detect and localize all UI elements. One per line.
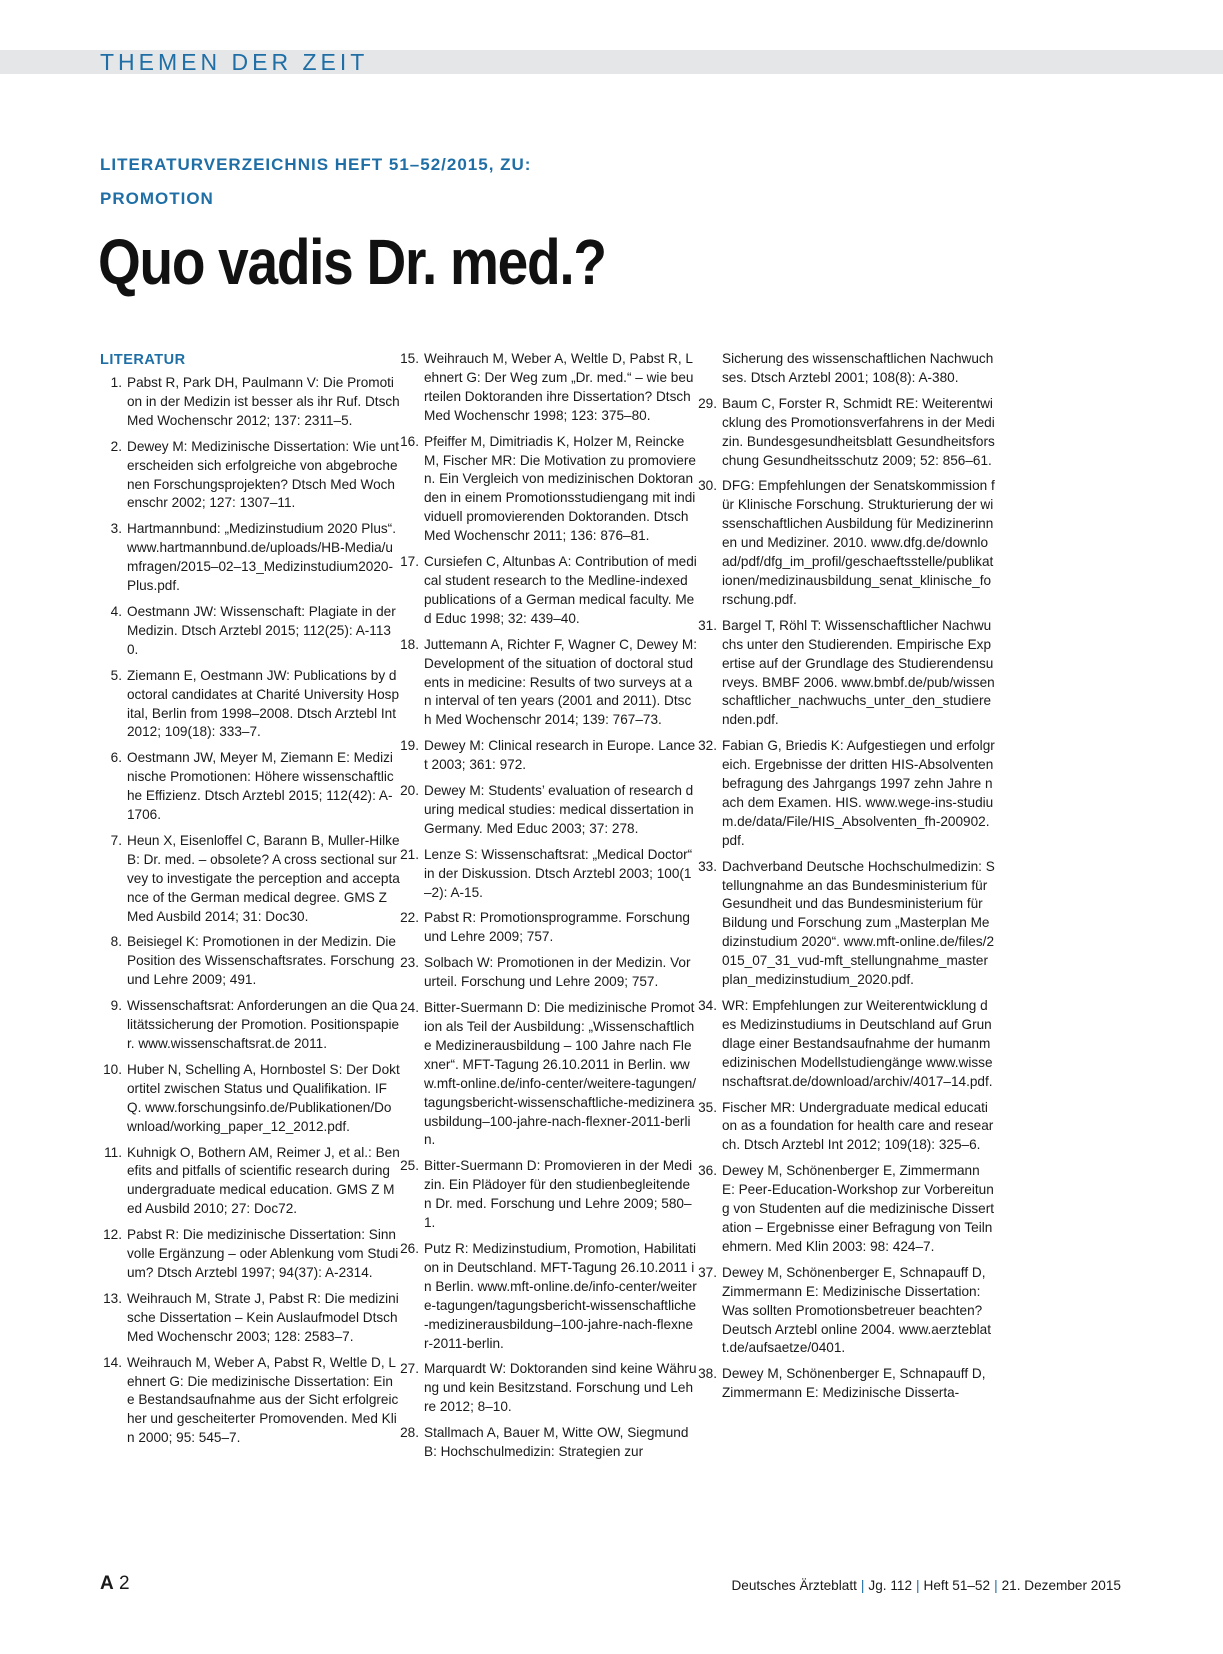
reference-number: 14. — [103, 1354, 122, 1370]
reference-item — [397, 553, 697, 629]
reference-number: 25. — [400, 1158, 419, 1174]
reference-item — [397, 433, 697, 546]
reference-number: 19. — [400, 738, 419, 754]
reference-number: 31. — [698, 617, 717, 633]
reference-item — [695, 737, 995, 850]
reference-item — [100, 438, 400, 514]
reference-item — [695, 997, 995, 1092]
page-number — [100, 1572, 130, 1596]
reference-number: 4. — [110, 603, 122, 619]
reference-item — [100, 1061, 400, 1137]
reference-text: Fischer MR: Undergraduate medical education as a foundation for health care and research. Dtsch Arztebl Int 2012; 109(18): 325–6. — [722, 1099, 994, 1153]
reference-text: Pabst R: Die medizinische Dissertation: Sinnvolle Ergänzung – oder Ablenkung vom Studium? Dtsch Arztebl 1997; 94(37): A-2314. — [127, 1227, 399, 1280]
reference-text: Dewey M: Students’ evaluation of research during medical studies: medical dissertation in Germany. Med Educ 2003; 37: 278. — [424, 783, 694, 836]
journal-volume: Jg. 112 — [868, 1578, 913, 1593]
reference-text: Bitter-Suermann D: Die medizinische Promotion als Teil der Ausbildung: „Wissenschaftliche Medizinerausbildung – 100 Jahre nach Flexner“. MFT-Tagung 26.10.2011 in Berlin. www.mft-online.de/info-center/weitere-tagungen/tagungsbericht-wissenschaftliche-medizinerausbildung–100-jahre-nach-flexner-2011-berlin. — [424, 1000, 697, 1148]
reference-number: 1. — [110, 375, 122, 390]
reference-number: 10. — [103, 1061, 122, 1077]
reference-number: 9. — [110, 998, 122, 1014]
reference-text: DFG: Empfehlungen der Senatskommission für Klinische Forschung. Strukturierung der wissenschaftlichen Ausbildung für Medizinerinnen und Mediziner. 2010. www.dfg.de/download/pdf/dfg_im_profil/geschaeftsstelle/publikationen/medizinausbildung_senat_klinische_forschung.pdf. — [722, 478, 995, 607]
reference-item — [397, 1424, 697, 1462]
reference-item — [397, 1240, 697, 1353]
section-label: THEMEN DER ZEIT — [100, 49, 369, 75]
reference-item — [397, 782, 697, 839]
reference-number: 12. — [103, 1227, 122, 1243]
reference-item — [695, 1099, 995, 1156]
reference-number: 28. — [400, 1425, 419, 1441]
reference-item — [100, 933, 400, 990]
reference-text: Kuhnigk O, Bothern AM, Reimer J, et al.: Benefits and pitfalls of scientific research during undergraduate medical education. GMS Z Med Ausbild 2010; 27: Doc72. — [127, 1144, 400, 1217]
reference-item — [397, 999, 697, 1150]
reference-number: 18. — [400, 636, 419, 652]
reference-item — [397, 909, 697, 947]
reference-text: Dewey M, Schönenberger E, Schnapauff D, Zimmermann E: Medizinische Dissertation: Was sollten Promotionsbetreuer beachten? Deutsch Arztebl online 2004. www.aerzteblatt.de/aufsaetze/0401. — [722, 1264, 992, 1356]
reference-text: Putz R: Medizinstudium, Promotion, Habilitation in Deutschland. MFT-Tagung 26.10.2011 in Berlin. www.mft-online.de/info-center/weitere-tagungen/tagungsbericht-wissenschaftliche-medizinerausbildung–100-jahre-nach-flexner-2011-berlin. — [424, 1240, 697, 1351]
reference-item — [100, 997, 400, 1054]
reference-number: 32. — [698, 738, 717, 754]
reference-item — [695, 617, 995, 730]
reference-item — [100, 832, 400, 927]
reference-column-2 — [397, 350, 697, 1469]
reference-item — [695, 477, 995, 609]
reference-text: Dewey M: Clinical research in Europe. Lancet 2003; 361: 972. — [424, 738, 696, 773]
reference-text: Weihrauch M, Weber A, Pabst R, Weltle D, Lehnert G: Die medizinische Dissertation: Eine Bestandsaufnahme aus der Sicht erfolgreicher und gescheiterter Promovenden. Med Klin 2000; 95: 545–7. — [127, 1354, 399, 1446]
reference-number: 16. — [400, 433, 419, 449]
reference-item — [695, 1264, 995, 1359]
reference-text: Pfeiffer M, Dimitriadis K, Holzer M, Reincke M, Fischer MR: Die Motivation zu promovieren. Ein Vergleich von medizinischen Doktoranden in einem Promotionsstudiengang mit individuell promovierenden Doktoranden. Dtsch Med Wochenschr 2011; 136: 876–81. — [424, 433, 696, 544]
reference-number: 27. — [400, 1361, 419, 1377]
reference-item — [100, 374, 400, 431]
reference-text: Dewey M, Schönenberger E, Schnapauff D, Zimmermann E: Medizinische Disserta- — [722, 1366, 986, 1401]
reference-item — [100, 1144, 400, 1220]
reference-text: Oestmann JW, Meyer M, Ziemann E: Medizinische Promotionen: Höhere wissenschaftliche Effizienz. Dtsch Arztebl 2015; 112(42): A-1706. — [127, 750, 394, 823]
reference-number: 11. — [104, 1144, 122, 1160]
reference-column-3 — [695, 350, 995, 1410]
reference-item — [100, 667, 400, 743]
reference-number: 2. — [110, 438, 122, 454]
reference-text: Solbach W: Promotionen in der Medizin. Vorurteil. Forschung und Lehre 2009; 757. — [424, 955, 691, 990]
footer-separator: | — [860, 1578, 865, 1593]
reference-item — [397, 350, 697, 426]
kicker-line-2: PROMOTION — [100, 189, 214, 208]
reference-text: Dewey M, Schönenberger E, Zimmermann E: Peer-Education-Workshop zur Vorbereitung von Studenten auf die medizinische Dissertation – Ergebnisse einer Befragung von Teilnehmern. Med Klin 2003: 98: 424–7. — [722, 1163, 995, 1254]
kicker-line-1: LITERATURVERZEICHNIS HEFT 51–52/2015, ZU: — [100, 155, 532, 174]
reference-number: 22. — [400, 910, 419, 926]
reference-item — [397, 636, 697, 731]
reference-text: Weihrauch M, Weber A, Weltle D, Pabst R, Lehnert G: Der Weg zum „Dr. med.“ – wie beurteilen Doktoranden ihre Dissertation? Dtsch Med Wochenschr 1998; 123: 375–80. — [424, 351, 694, 423]
reference-text: Hartmannbund: „Medizinstudium 2020 Plus“. www.hartmannbund.de/uploads/HB-Media/umfragen/2015–02–13_Medizinstudium2020-Plus.pdf. — [127, 521, 396, 594]
reference-text: Weihrauch M, Strate J, Pabst R: Die medizinische Dissertation – Kein Auslaufmodel Dtsch Med Wochenschr 2003; 128: 2583–7. — [127, 1290, 399, 1344]
reference-number: 38. — [698, 1366, 717, 1382]
reference-item — [100, 1290, 400, 1347]
reference-text: Cursiefen C, Altunbas A: Contribution of medical student research to the Medline-indexed publications of a German medical faculty. Med Educ 1998; 32: 439–40. — [424, 554, 697, 626]
issue-date: 21. Dezember 2015 — [1001, 1578, 1121, 1593]
reference-text: Wissenschaftsrat: Anforderungen an die Qualitätssicherung der Promotion. Positionspapier. www.wissenschaftsrat.de 2011. — [127, 998, 400, 1051]
reference-item — [397, 1360, 697, 1417]
reference-text: Oestmann JW: Wissenschaft: Plagiate in der Medizin. Dtsch Arztebl 2015; 112(25): A-1130. — [127, 603, 396, 657]
reference-item — [397, 1157, 697, 1233]
journal-name: Deutsches Ärzteblatt — [731, 1578, 857, 1593]
reference-item — [397, 954, 697, 992]
reference-text: Fabian G, Briedis K: Aufgestiegen und erfolgreich. Ergebnisse der dritten HIS-Absolventenbefragung des Jahrgangs 1997 zehn Jahre nach dem Examen. HIS. www.wege-ins-studium.de/data/File/HIS_Absolventen_fh-200902.pdf. — [722, 738, 995, 848]
footer-separator: | — [916, 1578, 920, 1593]
reference-number: 6. — [110, 750, 122, 766]
reference-number: 13. — [103, 1290, 122, 1306]
reference-number: 30. — [698, 478, 717, 494]
reference-text: Stallmach A, Bauer M, Witte OW, Siegmund B: Hochschulmedizin: Strategien zur — [424, 1425, 689, 1460]
reference-text: Bitter-Suermann D: Promovieren in der Medizin. Ein Plädoyer für den studienbegleitenden Dr. med. Forschung und Lehre 2009; 580–1. — [424, 1158, 693, 1231]
reference-item — [397, 737, 697, 775]
reference-item — [100, 603, 400, 660]
reference-number: 26. — [400, 1240, 419, 1256]
reference-item — [695, 395, 995, 471]
reference-text: Juttemann A, Richter F, Wagner C, Dewey M: Development of the situation of doctoral students in medicine: Results of two surveys at an interval of ten years (2001 and 2011). Dtsch Med Wochenschr 2014; 139: 767–73. — [424, 636, 697, 728]
reference-number: 36. — [698, 1163, 717, 1179]
reference-number: 37. — [698, 1264, 717, 1280]
reference-item — [695, 1365, 995, 1403]
reference-number: 8. — [110, 934, 122, 950]
reference-text: WR: Empfehlungen zur Weiterentwicklung des Medizinstudiums in Deutschland auf Grundlage einer Bestandsaufnahme der humanmedizinischen Modellstudiengänge www.wissenschaftsrat.de/download/archiv/4017–14.pdf. — [722, 998, 993, 1089]
reference-text: Bargel T, Röhl T: Wissenschaftlicher Nachwuchs unter den Studierenden. Empirische Expertise auf der Grundlage des Studierendensurveys. BMBF 2006. www.bmbf.de/pub/wissenschaftlicher_nachwuchs_unter_den_studierenden.pdf. — [722, 617, 995, 728]
reference-list — [397, 350, 697, 1462]
reference-text: Pabst R: Promotionsprogramme. Forschung und Lehre 2009; 757. — [424, 910, 690, 945]
reference-item — [100, 749, 400, 825]
reference-number: 7. — [110, 832, 122, 848]
reference-item — [397, 846, 697, 903]
reference-text: Beisiegel K: Promotionen in der Medizin. Die Position des Wissenschaftsrates. Forschung und Lehre 2009; 491. — [127, 934, 396, 988]
reference-number: 20. — [400, 783, 419, 799]
reference-text: Baum C, Forster R, Schmidt RE: Weiterentwicklung des Promotionsverfahrens in der Medizin. Bundesgesundheitsblatt Gesundheitsforschung Gesundheitsschutz 2009; 52: 856–61. — [722, 395, 995, 468]
reference-list — [100, 374, 400, 1448]
reference-number: 24. — [400, 1000, 419, 1016]
reference-number: 29. — [698, 395, 717, 411]
literature-heading: LITERATUR — [100, 352, 186, 368]
reference-number: 15. — [400, 351, 419, 366]
reference-text: Huber N, Schelling A, Hornbostel S: Der Doktortitel zwischen Status und Qualifikation. IFQ. www.forschungsinfo.de/Publikationen/Download/working_paper_12_2012.pdf. — [127, 1061, 400, 1134]
article-title: Quo vadis Dr. med.? — [98, 226, 606, 298]
reference-column-1 — [100, 350, 400, 1455]
reference-number: 3. — [110, 521, 122, 537]
reference-number: 35. — [698, 1099, 717, 1115]
footer-separator: | — [994, 1578, 998, 1593]
reference-item — [100, 520, 400, 596]
reference-number: 23. — [400, 955, 419, 971]
footer-citation — [731, 1577, 1121, 1595]
reference-text: Ziemann E, Oestmann JW: Publications by doctoral candidates at Charité University Hospital, Berlin from 1998–2008. Dtsch Arztebl Int 2012; 109(18): 333–7. — [127, 667, 400, 740]
reference-text: Dachverband Deutsche Hochschulmedizin: Stellungnahme an das Bundesministerium für Gesundheit und das Bundesministerium für Bildung und Forschung zum „Masterplan Medizinstudium 2020“. www.mft-online.de/files/2015_07_31_vud-mft_stellungnahme_masterplan_medizinstudium_2020.pdf. — [722, 858, 995, 988]
reference-text: Dewey M: Medizinische Dissertation: Wie unterscheiden sich erfolgreiche von abgebrochenen Forschungsprojekten? Dtsch Med Wochenschr 2002; 127: 1307–11. — [127, 438, 399, 511]
reference-text: Lenze S: Wissenschaftsrat: „Medical Doctor“ in der Diskussion. Dtsch Arztebl 2003; 100(1–2): A-15. — [424, 846, 693, 900]
reference-item — [695, 858, 995, 990]
reference-item — [100, 1354, 400, 1449]
reference-item — [100, 1226, 400, 1283]
reference-continuation: Sicherung des wissenschaftlichen Nachwuchses. Dtsch Arztebl 2001; 108(8): A-380. — [722, 351, 994, 385]
reference-number: 17. — [400, 554, 419, 570]
page-number-value: 2 — [119, 1573, 130, 1594]
page-letter: A — [100, 1573, 114, 1594]
reference-item — [695, 1162, 995, 1257]
reference-number: 21. — [400, 846, 419, 862]
reference-number: 34. — [698, 998, 717, 1013]
journal-issue: Heft 51–52 — [923, 1578, 991, 1593]
reference-number: 33. — [698, 858, 717, 874]
reference-text: Heun X, Eisenloffel C, Barann B, Muller-Hilke B: Dr. med. – obsolete? A cross sectional survey to investigate the perception and acceptance of the German medical degree. GMS Z Med Ausbild 2014; 31: Doc30. — [127, 832, 400, 924]
reference-text: Marquardt W: Doktoranden sind keine Währung und kein Besitzstand. Forschung und Lehre 2012; 8–10. — [424, 1361, 697, 1415]
reference-list — [695, 395, 995, 1403]
reference-number: 5. — [110, 667, 122, 683]
reference-text: Pabst R, Park DH, Paulmann V: Die Promotion in der Medizin ist besser als ihr Ruf. Dtsch Med Wochenschr 2012; 137: 2311–5. — [127, 375, 400, 428]
